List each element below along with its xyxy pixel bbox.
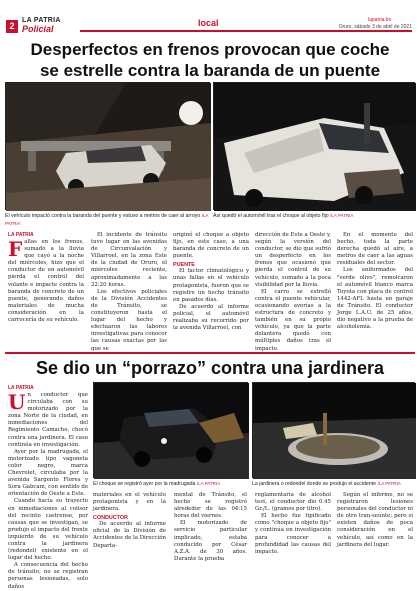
story2-subhead: CONDUCTOR [93, 515, 128, 522]
section-rule [80, 30, 412, 32]
story1-photo-1 [5, 82, 210, 210]
story1-column-4: dirección de Este a Oeste y, según la versión del conductor, se dio que sufrió un desperfecto en los frenos que ocasionó que pierda el control de su vehículo, sumado a la poca visibilidad por la lluvia. El carro se estrelló contra el puente vehicular, ocasionando averías a la estructura de concreto y también en su propio vehículo, ya que la parte delantera quedó con múltiples daños tras el impacto. [255, 232, 331, 352]
story2-photo-2 [252, 382, 415, 478]
section-label: local [198, 18, 219, 28]
story-divider [5, 352, 415, 354]
story1-caption-2: Así quedó el automóvil tras el choque al objeto fijo /LA PATRIA [213, 213, 354, 219]
story2-caption-1: El choque se registró ayer por la madrugada /LA PATRIA [93, 481, 221, 487]
issue-date: Oruro, sábado 3 de abril de 2021 [338, 24, 412, 30]
story1-headline: Desperfectos en frenos provocan que coche se estrelle contra la baranda de un puente [30, 40, 390, 80]
story2-headline: Se dio un “porrazo” contra una jardinera [35, 358, 385, 378]
story1-caption-1: El vehículo impactó contra la baranda del puente y estuvo a metros de caer al arroyo /LA PATRIA [5, 213, 209, 226]
story1-column-5: En el momento del hecho, toda la parte derecha quedó al aire, a metros de caer a las aguas residuales del sector. Los uniformados del "verde olivo", remolcaron el automóvil blanco marca Toyota con placa de control 1442-AFL hasta un garaje de Tránsito. El conductor Jorge L.A.U. de 25 años, dio negativo a la prueba de alcoholemia. [337, 232, 413, 331]
story2-column-3: mental de Tránsito, el hecho se registró alrededor de las 04:15 horas del viernes. El motorizado de servicio particular implicado, estaba conducido por César A.Z.A. de 30 años. Durante la prueba [174, 492, 247, 562]
site-label: lapatria.bo [368, 17, 392, 23]
story1-photo-2 [213, 82, 415, 210]
story1-column-2: El incidente de tránsito tuvo lugar en las avenidas de Circunvalación y Villarroel, en la zona Este de la ciudad de Oruro, el miércoles reciente, aproximadamente a las 22:20 horas. Los efectivos policiales de la División Accidentes de Tránsito, se constituyeron hasta el lugar del hecho y efectuaron las labores investigativas para conocer las causas exactas por las que se [91, 232, 167, 352]
story2-column-1: Un conductor que circulaba con su motorizado por la zona Norte de la ciudad, en inmediaciones del Regimiento Camacho, chocó contra una jardinera. El caso continúa en investigación. Ayer por la madrugada, el motorizado tipo vagoneta color negro, marca Chevrolet, circulaba por la avenida Sargento Flores y Sora Gabcam, con sentido de orientación de Oeste a Este. Cuando hacía su trayecto en inmediaciones al colisor del recinto castrense, por causas que se investigan, se produjo el impacto del frente izquierdo de su vehículo contra la jardinera (redondel) existente en el lugar del hecho. A consecuencia del hecho de tránsito, no se registran personas lesionadas, solo daños [8, 390, 89, 590]
story1-column-1: Fallas en los frenos, sumado a la lluvia que cayó a la noche del miércoles, hizo que el conductor de un automóvil pierda el control del volante e impacte contra la baranda de concreto de un puente, generando daños materiales de mucha consideración en la carrocería de su vehículo. [8, 237, 84, 324]
brand-name: LA PATRIA [22, 17, 61, 24]
story2-kicker: LA PATRIA [8, 385, 34, 391]
story1-dropcap: F [8, 237, 23, 261]
page-number: 2 [6, 20, 18, 33]
story2-column-5: Según el informe, no se registraron lesiones personales del conductor ni de otro tran-seúnte; pero si existen daños de poca consideración en el vehículo, así como en la jardinera del lugar. [337, 492, 413, 548]
story2-photo-1 [93, 382, 248, 478]
story2-column-4: reglamentaria de alcohol test, el conductor dio 0.45 Gr./L. (gramos por litro). El hecho fue tipificado como "choque a objeto fijo" y continúa en investigación para conocer a profundidad las causas del impacto. [255, 492, 331, 555]
story2-caption-2: La jardinera o redondel donde se produjo el accidente /LA PATRIA [252, 481, 401, 487]
story1-subhead: PUENTE [173, 262, 195, 269]
story1-kicker: LA PATRIA [8, 232, 34, 238]
story1-column-3: originó el choque a objeto fijo, en este caso, a una baranda de concreto de un puente. PUENTE El factor climatológico y unas fallas en el vehículo protagonista, fueron que se registre un hecho tránsito en pasados días. De acuerdo al informe policial, el automóvil realizaba su recorrido por la avenida Villarroel, con [173, 232, 249, 332]
story2-dropcap: U [8, 390, 26, 414]
story2-column-2: materiales en el vehículo protagonista y en la jardinera. CONDUCTOR De acuerdo al informe oficial de la División de Accidentes de la Dirección Departa- [93, 492, 166, 549]
brand-section: Policial [22, 24, 54, 34]
